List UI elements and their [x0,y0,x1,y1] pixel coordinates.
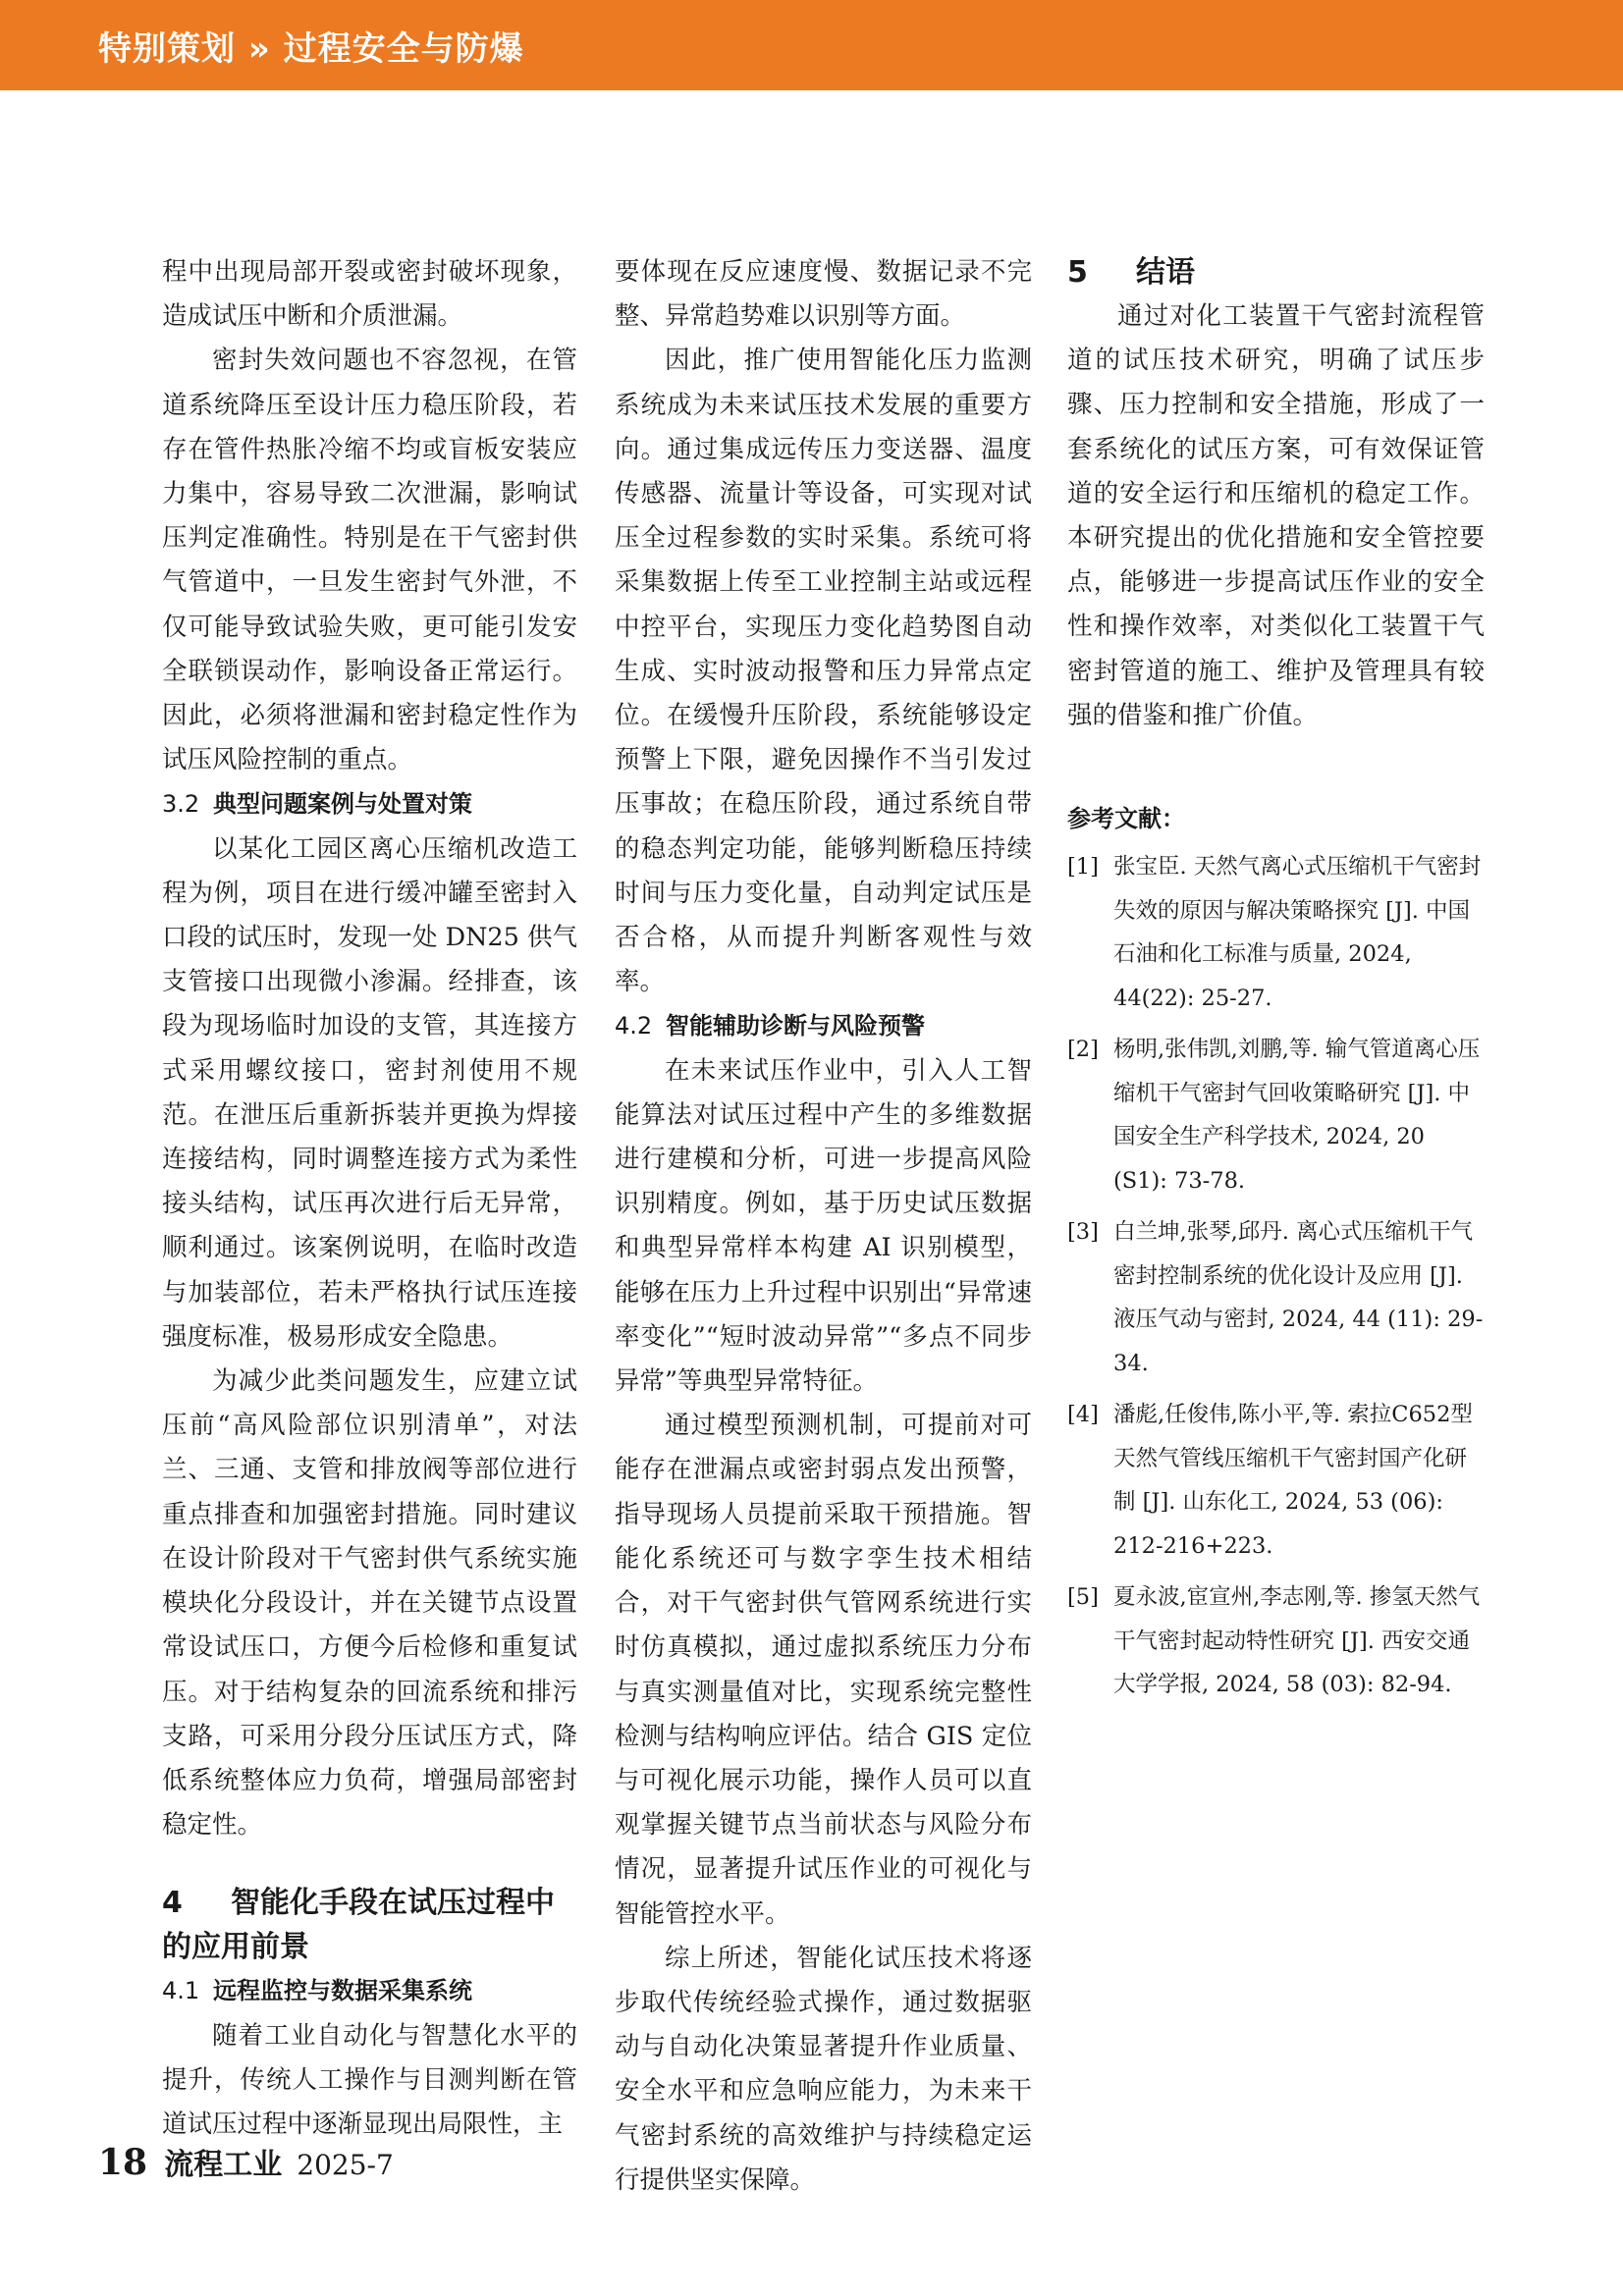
section-title-text: 结语 [1136,255,1195,290]
paragraph: 要体现在反应速度慢、数据记录不完整、异常趋势难以识别等方面。 [615,257,1032,332]
subsection-heading-4-2 [615,1004,1032,1048]
reference-text: 夏永波,宦宣州,李志刚,等. 掺氢天然气干气密封起动特性研究 [J]. 西安交通大学学报, 2024, 58 (03): 82-94. [1113,1584,1481,1698]
paragraph: 通过对化工装置干气密封流程管道的试压技术研究，明确了试压步骤、压力控制和安全措施，形成了一套系统化的试压方案，可有效保证管道的安全运行和压缩机的稳定工作。本研究提出的优化措施和安全管控要点，能够进一步提高试压作业的安全性和操作效率，对类似化工装置干气密封管道的施工、维护及管理具有较强的借鉴和推广价值。 [1067,301,1485,730]
references-heading: 参考文献： [1067,805,1185,833]
reference-text: 潘彪,任俊伟,陈小平,等. 索拉C652型天然气管线压缩机干气密封国产化研制 [J]. 山东化工, 2024, 53 (06): 212-216+223. [1113,1402,1473,1559]
paragraph: 综上所述，智能化试压技术将逐步取代传统经验式操作，通过数据驱动与自动化决策显著提升作业质量、安全水平和应急响应能力，为未来干气密封系统的高效维护与持续稳定运行提供坚实保障。 [615,1943,1032,2195]
paragraph: 密封失效问题也不容忽视，在管道系统降压至设计压力稳压阶段，若存在管件热胀冷缩不均或盲板安装应力集中，容易导致二次泄漏，影响试压判定准确性。特别是在干气密封供气管道中，一旦发生密封气外泄，不仅可能导致试验失败，更可能引发安全联锁误动作，影响设备正常运行。因此，必须将泄漏和密封稳定性作为试压风险控制的重点。 [162,346,577,775]
subsection-heading-4-1 [162,1969,577,2013]
paragraph: 在未来试压作业中，引入人工智能算法对试压过程中产生的多维数据进行建模和分析，可进一步提高风险识别精度。例如，基于历史试压数据和典型异常样本构建 AI 识别模型，能够在压力上升过程中识别出“异常速率变化”“短时波动异常”“多点不同步异常”等典型异常特征。 [615,1055,1032,1397]
reference-number: [5] [1067,1584,1099,1611]
section-heading-4 [162,1881,577,1969]
reference-number: [4] [1067,1402,1099,1428]
text-column-3 [1067,250,1485,1715]
section-header-band [0,0,1623,90]
subsection-title: 远程监控与数据采集系统 [213,1977,472,2005]
paragraph: 通过模型预测机制，可提前对可能存在泄漏点或密封弱点发出预警，指导现场人员提前采取干预措施。智能化系统还可与数字孪生技术相结合，对干气密封供气管网系统进行实时仿真模拟，通过虚拟系统压力分布与真实测量值对比，实现系统完整性检测与结构响应评估。结合 GIS 定位与可视化展示功能，操作人员可以直观掌握关键节点当前状态与风险分布情况，显著提升试压作业的可视化与智能管控水平。 [615,1411,1032,1929]
subsection-title: 智能辅助诊断与风险预警 [666,1012,925,1041]
subsection-number: 4.1 [162,1977,200,2005]
section-number: 4 [162,1886,183,1921]
section-title: 特别策划 » 过程安全与防爆 [98,29,524,69]
subsection-title: 典型问题案例与处置对策 [213,790,472,819]
paragraph: 为减少此类问题发生，应建立试压前“高风险部位识别清单”，对法兰、三通、支管和排放阀等部位进行重点排查和加强密封措施。同时建议在设计阶段对干气密封供气系统实施模块化分段设计，并在关键节点设置常设试压口，方便今后检修和重复试压。对于结构复杂的回流系统和排污支路，可采用分段分压试压方式，降低系统整体应力负荷，增强局部密封稳定性。 [162,1366,577,1841]
section-title-text: 智能化手段在试压过程中的应用前景 [162,1886,555,1965]
issue-date: 2025-7 [297,2149,394,2181]
section-number: 5 [1067,255,1088,290]
subsection-number: 4.2 [615,1012,653,1041]
paragraph: 以某化工园区离心压缩机改造工程为例，项目在进行缓冲罐至密封入口段的试压时，发现一处 DN25 供气支管接口出现微小渗漏。经排查，该段为现场临时加设的支管，其连接方式采用螺纹接口，密封剂使用不规范。在泄压后重新拆装并更换为焊接连接结构，同时调整连接方式为柔性接头结构，试压再次进行后无异常，顺利通过。该案例说明，在临时改造与加装部位，若未严格执行试压连接强度标准，极易形成安全隐患。 [162,833,577,1352]
reference-item [1067,1393,1485,1568]
journal-name: 流程工业 [164,2148,283,2182]
paragraph: 程中出现局部开裂或密封破坏现象，造成试压中断和介质泄漏。 [162,257,577,332]
text-column-2 [615,250,1032,2203]
reference-item [1067,1210,1485,1385]
reference-item [1067,1028,1485,1202]
subsection-heading-3-2 [162,782,577,827]
section-heading-5 [1067,250,1485,294]
reference-item [1067,1575,1485,1707]
subsection-number: 3.2 [162,790,200,819]
reference-text: 白兰坤,张琴,邱丹. 离心式压缩机干气密封控制系统的优化设计及应用 [J]. 液压气动与密封, 2024, 44 (11): 29-34. [1113,1219,1484,1376]
paragraph: 随着工业自动化与智慧化水平的提升，传统人工操作与目测判断在管道试压过程中逐渐显现出局限性，主 [162,2020,577,2139]
text-column-1 [162,250,577,2147]
paragraph: 因此，推广使用智能化压力监测系统成为未来试压技术发展的重要方向。通过集成远传压力变送器、温度传感器、流量计等设备，可实现对试压全过程参数的实时采集。系统可将采集数据上传至工业控制主站或远程中控平台，实现压力变化趋势图自动生成、实时波动报警和压力异常点定位。在缓慢升压阶段，系统能够设定预警上下限，避免因操作不当引发过压事故；在稳压阶段，通过系统自带的稳态判定功能，能够判断稳压持续时间与压力变化量，自动判定试压是否合格，从而提升判断客观性与效率。 [615,346,1032,997]
reference-text: 张宝臣. 天然气离心式压缩机干气密封失效的原因与解决策略探究 [J]. 中国石油和化工标准与质量, 2024, 44(22): 25-27. [1113,854,1482,1011]
reference-number: [3] [1067,1219,1099,1246]
reference-text: 杨明,张伟凯,刘鹏,等. 输气管道离心压缩机干气密封气回收策略研究 [J]. 中国安全生产科学技术, 2024, 20 (S1): 73-78. [1113,1037,1481,1194]
reference-item [1067,845,1485,1020]
reference-number: [1] [1067,854,1099,881]
page-number: 18 [98,2142,148,2183]
page-footer [98,2140,394,2183]
reference-number: [2] [1067,1037,1099,1063]
